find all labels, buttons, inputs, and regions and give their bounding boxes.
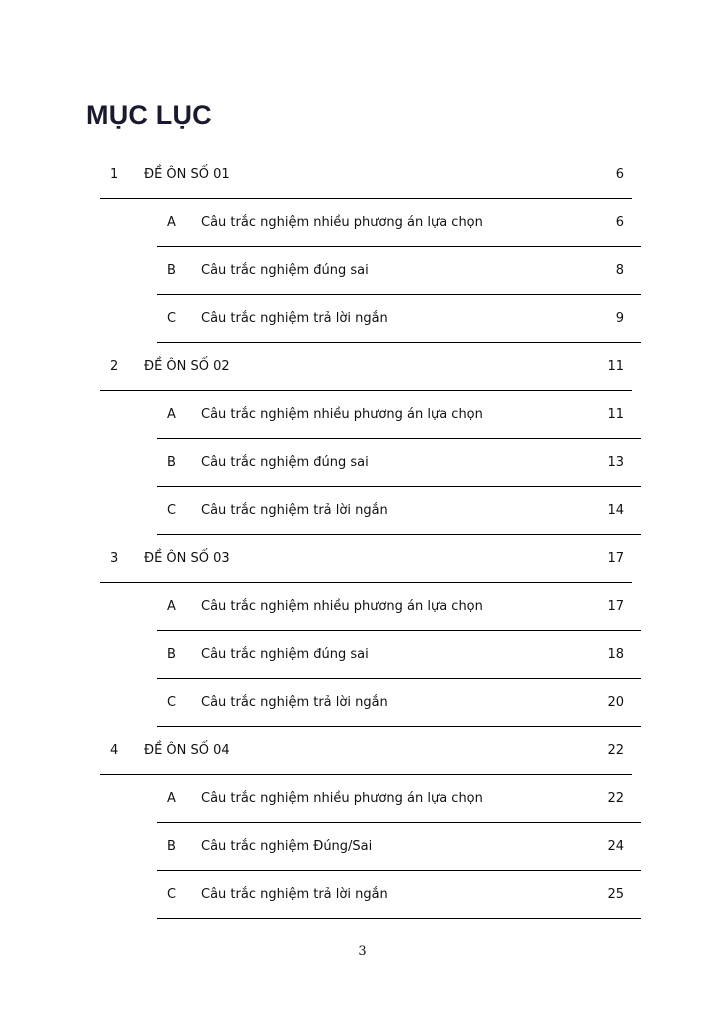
toc-entry-number: C <box>167 503 177 518</box>
toc-entry-number: B <box>167 455 176 470</box>
toc-entry-label[interactable]: ĐỀ ÔN SỐ 02 <box>144 359 230 374</box>
toc-entry-page: 11 <box>607 407 624 422</box>
toc-section-entry[interactable] <box>0 438 725 486</box>
toc-section-entry[interactable] <box>0 294 725 342</box>
toc-chapter-entry[interactable] <box>0 342 725 390</box>
page-number: 3 <box>358 944 367 959</box>
toc-section-entry[interactable] <box>0 582 725 630</box>
toc-entry-label[interactable]: Câu trắc nghiệm nhiều phương án lựa chọn <box>201 215 483 230</box>
toc-entry-number: 4 <box>110 743 119 758</box>
toc-entry-page: 14 <box>607 503 624 518</box>
toc-entry-number: A <box>167 599 176 614</box>
toc-entry-number: A <box>167 215 176 230</box>
toc-entry-label[interactable]: ĐỀ ÔN SỐ 03 <box>144 551 230 566</box>
toc-section-entry[interactable] <box>0 870 725 918</box>
toc-entry-page: 25 <box>607 887 624 902</box>
toc-entry-label[interactable]: Câu trắc nghiệm nhiều phương án lựa chọn <box>201 407 483 422</box>
toc-entry-number: C <box>167 695 177 710</box>
toc-chapter-entry[interactable] <box>0 534 725 582</box>
toc-entry-number: B <box>167 647 176 662</box>
toc-entry-page: 11 <box>607 359 624 374</box>
toc-entry-number: 2 <box>110 359 119 374</box>
toc-entry-label[interactable]: Câu trắc nghiệm Đúng/Sai <box>201 839 373 854</box>
toc-entry-number: B <box>167 839 176 854</box>
toc-entry-page: 13 <box>607 455 624 470</box>
toc-entry-label[interactable]: Câu trắc nghiệm nhiều phương án lựa chọn <box>201 791 483 806</box>
toc-entry-label[interactable]: Câu trắc nghiệm trả lời ngắn <box>201 503 388 518</box>
toc-entry-number: 3 <box>110 551 119 566</box>
toc-entry-page: 6 <box>615 167 624 182</box>
toc-chapter-entry[interactable] <box>0 150 725 198</box>
toc-section-entry[interactable] <box>0 390 725 438</box>
toc-entry-page: 22 <box>607 743 624 758</box>
toc-entry-page: 20 <box>607 695 624 710</box>
toc-entry-page: 17 <box>607 599 624 614</box>
toc-chapter-entry[interactable] <box>0 726 725 774</box>
toc-section-entry[interactable] <box>0 678 725 726</box>
toc-entry-page: 6 <box>615 215 624 230</box>
toc-entry-page: 9 <box>615 311 624 326</box>
toc-entry-label[interactable]: Câu trắc nghiệm trả lời ngắn <box>201 695 388 710</box>
toc-entry-label[interactable]: Câu trắc nghiệm đúng sai <box>201 263 369 278</box>
toc-entry-label[interactable]: ĐỀ ÔN SỐ 01 <box>144 167 230 182</box>
toc-entry-label[interactable]: Câu trắc nghiệm đúng sai <box>201 455 369 470</box>
toc-entry-page: 18 <box>607 647 624 662</box>
toc-section-entry[interactable] <box>0 198 725 246</box>
toc-entry-page: 17 <box>607 551 624 566</box>
toc-section-entry[interactable] <box>0 822 725 870</box>
toc-entry-number: A <box>167 407 176 422</box>
toc-entry-number: B <box>167 263 176 278</box>
toc-section-entry[interactable] <box>0 630 725 678</box>
toc-section-entry[interactable] <box>0 486 725 534</box>
toc-title: MỤC LỤC <box>86 100 212 130</box>
toc-entry-number: 1 <box>110 167 119 182</box>
toc-entry-page: 22 <box>607 791 624 806</box>
toc-section-entry[interactable] <box>0 774 725 822</box>
toc-entry-label[interactable]: Câu trắc nghiệm nhiều phương án lựa chọn <box>201 599 483 614</box>
toc-list <box>0 150 725 918</box>
toc-entry-page: 8 <box>615 263 624 278</box>
toc-entry-label[interactable]: Câu trắc nghiệm đúng sai <box>201 647 369 662</box>
toc-entry-label[interactable]: Câu trắc nghiệm trả lời ngắn <box>201 311 388 326</box>
toc-entry-number: C <box>167 311 177 326</box>
toc-divider <box>157 918 641 919</box>
toc-section-entry[interactable] <box>0 246 725 294</box>
toc-entry-number: A <box>167 791 176 806</box>
toc-entry-label[interactable]: ĐỀ ÔN SỐ 04 <box>144 743 230 758</box>
toc-entry-label[interactable]: Câu trắc nghiệm trả lời ngắn <box>201 887 388 902</box>
toc-entry-page: 24 <box>607 839 624 854</box>
toc-entry-number: C <box>167 887 177 902</box>
